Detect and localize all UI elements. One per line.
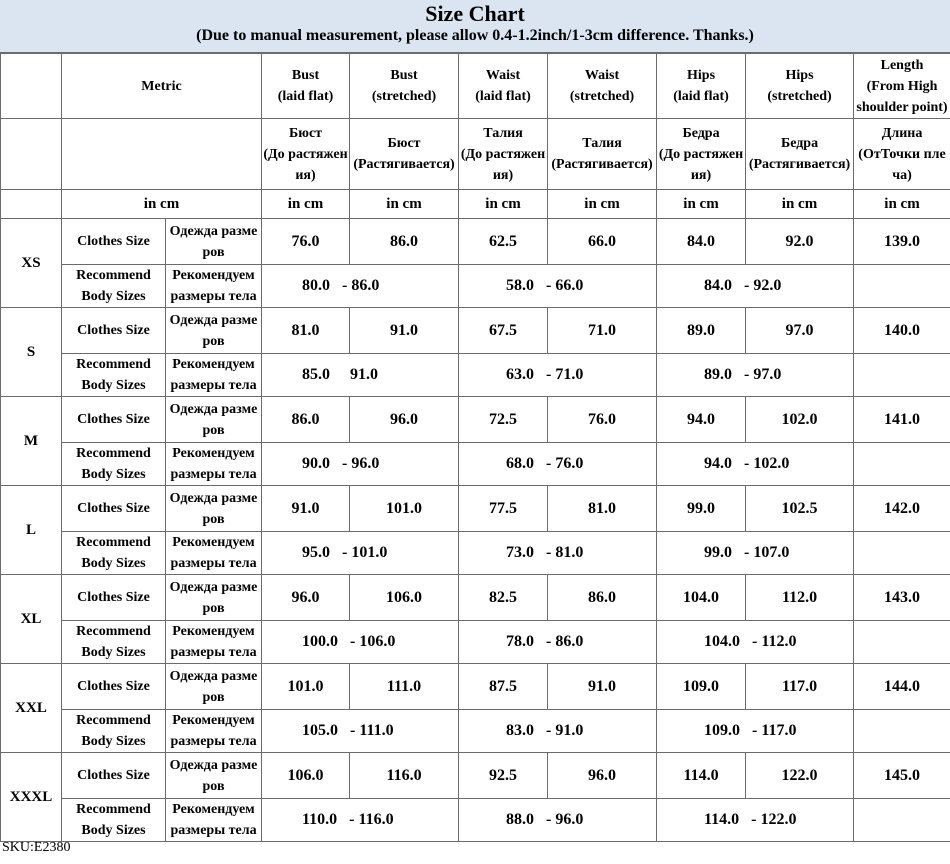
text-line: ров	[202, 511, 225, 527]
clothes-size-label-ru	[166, 753, 262, 799]
column-header-en	[350, 54, 459, 119]
unit-cell: in cm	[262, 190, 350, 219]
clothes-size-label-ru	[166, 486, 262, 532]
recommend-range-cell: 90.0 - 96.0	[262, 443, 459, 486]
text-line: ров	[202, 244, 225, 260]
text-line: Бюст	[387, 136, 421, 151]
measurement-cell: 81.0	[262, 308, 350, 354]
unit-row	[1, 190, 950, 219]
measurement-cell: 91.0	[350, 308, 459, 354]
measurement-cell: 62.5	[459, 219, 548, 265]
text-line: размеры тела	[170, 734, 257, 749]
recommend-range-cell: 68.0 - 76.0	[459, 443, 657, 486]
size-label: S	[1, 308, 62, 397]
measurement-cell: 139.0	[854, 219, 950, 265]
recommend-label	[62, 799, 166, 842]
measurement-cell: 71.0	[548, 308, 657, 354]
text-line: (laid flat)	[277, 89, 334, 104]
blank-corner-cell	[1, 190, 62, 219]
header-row-russian	[1, 119, 950, 190]
recommend-range-cell: 105.0 - 111.0	[262, 710, 459, 753]
recommend-label	[62, 443, 166, 486]
measurement-cell: 122.0	[746, 753, 854, 799]
measurement-cell: 91.0	[548, 664, 657, 710]
text-line: Length	[880, 57, 924, 73]
recommend-row	[1, 621, 950, 664]
unit-cell: in cm	[548, 190, 657, 219]
text-line: Рекомендуем	[172, 535, 255, 550]
recommend-range-cell: 89.0 - 97.0	[657, 354, 854, 397]
text-line: Одежда разме	[169, 757, 258, 773]
clothes-size-label: Clothes Size	[62, 308, 166, 354]
recommend-label	[62, 710, 166, 753]
text-line: Рекомендуем	[172, 802, 255, 817]
text-line: Hips	[785, 68, 814, 83]
recommend-range-cell: 94.0 - 102.0	[657, 443, 854, 486]
recommend-label-ru	[166, 532, 262, 575]
text-line: Одежда разме	[169, 579, 258, 595]
measurement-cell: 111.0	[350, 664, 459, 710]
recommend-label	[62, 265, 166, 308]
column-header-ru	[350, 119, 459, 190]
text-line: Waist	[584, 68, 620, 83]
size-chart-body	[1, 54, 950, 842]
text-line: (Растягивается)	[748, 157, 851, 172]
unit-cell: in cm	[746, 190, 854, 219]
measurement-cell: 145.0	[854, 753, 950, 799]
text-line: (stretched)	[371, 89, 437, 104]
text-line: ров	[202, 333, 225, 349]
column-header-en	[854, 54, 950, 119]
text-line: Body Sizes	[81, 734, 146, 749]
recommend-range-cell: 88.0 - 96.0	[459, 799, 657, 842]
blank-length-cell	[854, 443, 950, 486]
text-line: Рекомендуем	[172, 357, 255, 372]
recommend-row	[1, 443, 950, 486]
measurement-cell: 96.0	[262, 575, 350, 621]
text-line: shoulder point)	[856, 99, 948, 115]
measurement-cell: 142.0	[854, 486, 950, 532]
text-line: Рекомендуем	[172, 713, 255, 728]
column-header-en	[262, 54, 350, 119]
clothes-size-label: Clothes Size	[62, 575, 166, 621]
measurement-cell: 91.0	[262, 486, 350, 532]
text-line: Рекомендуем	[172, 268, 255, 283]
measurement-cell: 96.0	[350, 397, 459, 443]
clothes-size-label-ru	[166, 664, 262, 710]
measurement-cell: 109.0	[657, 664, 746, 710]
recommend-range-cell: 73.0 - 81.0	[459, 532, 657, 575]
measurement-cell: 72.5	[459, 397, 548, 443]
text-line: (laid flat)	[475, 89, 531, 104]
recommend-row	[1, 710, 950, 753]
column-header-ru	[459, 119, 548, 190]
measurement-cell: 66.0	[548, 219, 657, 265]
text-line: ров	[202, 778, 225, 794]
column-header-en	[548, 54, 657, 119]
column-header-ru	[548, 119, 657, 190]
text-line: Recommend	[76, 802, 151, 817]
size-label: XXXL	[1, 753, 62, 842]
measurement-cell: 86.0	[350, 219, 459, 265]
recommend-row	[1, 265, 950, 308]
column-header-en	[459, 54, 548, 119]
unit-cell: in cm	[657, 190, 746, 219]
recommend-label-ru	[166, 443, 262, 486]
clothes-size-row	[1, 219, 950, 265]
measurement-cell: 86.0	[548, 575, 657, 621]
text-line: размеры тела	[170, 645, 257, 660]
text-line: Bust	[390, 68, 418, 83]
measurement-cell: 76.0	[548, 397, 657, 443]
size-label: L	[1, 486, 62, 575]
text-line: ия)	[492, 167, 514, 183]
column-header-ru	[657, 119, 746, 190]
text-line: Рекомендуем	[172, 446, 255, 461]
recommend-range-cell: 99.0 - 107.0	[657, 532, 854, 575]
clothes-size-label: Clothes Size	[62, 397, 166, 443]
text-line: (До растяжен	[460, 146, 546, 162]
unit-cell: in cm	[459, 190, 548, 219]
unit-label: in cm	[62, 190, 262, 219]
recommend-range-cell: 80.0 - 86.0	[262, 265, 459, 308]
text-line: ия)	[690, 167, 712, 183]
clothes-size-label: Clothes Size	[62, 486, 166, 532]
blank-length-cell	[854, 265, 950, 308]
unit-cell: in cm	[350, 190, 459, 219]
measurement-cell: 106.0	[350, 575, 459, 621]
text-line: Одежда разме	[169, 401, 258, 417]
measurement-cell: 94.0	[657, 397, 746, 443]
measurement-cell: 89.0	[657, 308, 746, 354]
recommend-range-cell: 104.0 - 112.0	[657, 621, 854, 664]
text-line: ров	[202, 600, 225, 616]
recommend-row	[1, 799, 950, 842]
clothes-size-row	[1, 575, 950, 621]
clothes-size-label-ru	[166, 308, 262, 354]
measurement-cell: 101.0	[350, 486, 459, 532]
text-line: ров	[202, 422, 225, 438]
text-line: Талия	[582, 136, 622, 151]
measurement-cell: 99.0	[657, 486, 746, 532]
chart-subtitle: (Due to manual measurement, please allow 0.4-1.2inch/1-3cm difference. Thanks.)	[196, 27, 754, 44]
size-label: XL	[1, 575, 62, 664]
text-line: Одежда разме	[169, 312, 258, 328]
recommend-range-cell: 84.0 - 92.0	[657, 265, 854, 308]
header-row-english	[1, 54, 950, 119]
clothes-size-label-ru	[166, 575, 262, 621]
text-line: Bust	[291, 68, 320, 83]
text-line: Одежда разме	[169, 223, 258, 239]
chart-header	[0, 0, 950, 53]
clothes-size-row	[1, 397, 950, 443]
recommend-range-cell: 95.0 - 101.0	[262, 532, 459, 575]
blank-corner-cell	[1, 119, 62, 190]
measurement-cell: 143.0	[854, 575, 950, 621]
text-line: Body Sizes	[81, 823, 146, 838]
text-line: размеры тела	[170, 823, 257, 838]
text-line: Recommend	[76, 268, 151, 283]
measurement-cell: 86.0	[262, 397, 350, 443]
measurement-cell: 96.0	[548, 753, 657, 799]
blank-length-cell	[854, 799, 950, 842]
recommend-range-cell: 114.0 - 122.0	[657, 799, 854, 842]
recommend-label	[62, 354, 166, 397]
text-line: Recommend	[76, 446, 151, 461]
column-header-en	[657, 54, 746, 119]
text-line: Талия	[483, 125, 523, 141]
recommend-range-cell: 85.0 91.0	[262, 354, 459, 397]
measurement-cell: 92.5	[459, 753, 548, 799]
text-line: Recommend	[76, 535, 151, 550]
size-label: XXL	[1, 664, 62, 753]
text-line: Body Sizes	[81, 289, 146, 304]
measurement-cell: 141.0	[854, 397, 950, 443]
recommend-range-cell: 100.0 - 106.0	[262, 621, 459, 664]
text-line: размеры тела	[170, 467, 257, 482]
text-line: Recommend	[76, 624, 151, 639]
text-line: Waist	[485, 68, 521, 83]
measurement-cell: 92.0	[746, 219, 854, 265]
clothes-size-label-ru	[166, 219, 262, 265]
measurement-cell: 82.5	[459, 575, 548, 621]
text-line: (From High	[866, 78, 938, 94]
measurement-cell: 117.0	[746, 664, 854, 710]
clothes-size-row	[1, 753, 950, 799]
metric-header: Metric	[62, 54, 262, 119]
blank-label-cell	[62, 119, 262, 190]
text-line: Рекомендуем	[172, 624, 255, 639]
text-line: Recommend	[76, 713, 151, 728]
recommend-range-cell: 58.0 - 66.0	[459, 265, 657, 308]
text-line: (Растягивается)	[353, 157, 455, 172]
text-line: (stretched)	[569, 89, 635, 104]
blank-length-cell	[854, 532, 950, 575]
clothes-size-label: Clothes Size	[62, 219, 166, 265]
recommend-label-ru	[166, 354, 262, 397]
measurement-cell: 87.5	[459, 664, 548, 710]
measurement-cell: 106.0	[262, 753, 350, 799]
recommend-range-cell: 83.0 - 91.0	[459, 710, 657, 753]
text-line: Hips	[687, 68, 716, 83]
column-header-en	[746, 54, 854, 119]
text-line: Бедра	[780, 136, 819, 151]
text-line: размеры тела	[170, 556, 257, 571]
text-line: Одежда разме	[169, 668, 258, 684]
text-line: (stretched)	[767, 89, 832, 104]
clothes-size-row	[1, 308, 950, 354]
recommend-range-cell: 109.0 - 117.0	[657, 710, 854, 753]
text-line: Body Sizes	[81, 378, 146, 393]
text-line: Одежда разме	[169, 490, 258, 506]
text-line: Бедра	[682, 125, 720, 141]
measurement-cell: 81.0	[548, 486, 657, 532]
measurement-cell: 76.0	[262, 219, 350, 265]
measurement-cell: 97.0	[746, 308, 854, 354]
measurement-cell: 77.5	[459, 486, 548, 532]
measurement-cell: 67.5	[459, 308, 548, 354]
recommend-row	[1, 532, 950, 575]
clothes-size-label-ru	[166, 397, 262, 443]
measurement-cell: 84.0	[657, 219, 746, 265]
clothes-size-label: Clothes Size	[62, 753, 166, 799]
size-label: M	[1, 397, 62, 486]
measurement-cell: 116.0	[350, 753, 459, 799]
measurement-cell: 140.0	[854, 308, 950, 354]
text-line: ча)	[892, 167, 912, 183]
text-line: Бюст	[288, 125, 323, 141]
recommend-label-ru	[166, 710, 262, 753]
clothes-size-row	[1, 664, 950, 710]
measurement-cell: 114.0	[657, 753, 746, 799]
text-line: (Растягивается)	[551, 157, 653, 172]
text-line: ия)	[295, 167, 316, 183]
measurement-cell: 144.0	[854, 664, 950, 710]
recommend-range-cell: 110.0 - 116.0	[262, 799, 459, 842]
column-header-ru	[854, 119, 950, 190]
blank-length-cell	[854, 354, 950, 397]
column-header-ru	[746, 119, 854, 190]
text-line: Body Sizes	[81, 556, 146, 571]
measurement-cell: 112.0	[746, 575, 854, 621]
text-line: Body Sizes	[81, 467, 146, 482]
recommend-label	[62, 532, 166, 575]
text-line: (До растяжен	[263, 146, 348, 162]
chart-title: Size Chart	[425, 1, 525, 26]
clothes-size-row	[1, 486, 950, 532]
recommend-label	[62, 621, 166, 664]
text-line: размеры тела	[170, 378, 257, 393]
sku-label: SKU:E2380	[2, 840, 71, 855]
size-label: XS	[1, 219, 62, 308]
measurement-cell: 101.0	[262, 664, 350, 710]
clothes-size-label: Clothes Size	[62, 664, 166, 710]
recommend-label-ru	[166, 799, 262, 842]
text-line: (laid flat)	[673, 89, 729, 104]
measurement-cell: 104.0	[657, 575, 746, 621]
text-line: Body Sizes	[81, 645, 146, 660]
text-line: размеры тела	[170, 289, 257, 304]
unit-cell: in cm	[854, 190, 950, 219]
size-chart-table	[0, 53, 950, 842]
text-line: Recommend	[76, 357, 151, 372]
recommend-range-cell: 78.0 - 86.0	[459, 621, 657, 664]
text-line: ров	[202, 689, 225, 705]
recommend-range-cell: 63.0 - 71.0	[459, 354, 657, 397]
column-header-ru	[262, 119, 350, 190]
blank-length-cell	[854, 621, 950, 664]
blank-corner-cell	[1, 54, 62, 119]
recommend-label-ru	[166, 265, 262, 308]
measurement-cell: 102.0	[746, 397, 854, 443]
text-line: Длина	[881, 125, 923, 141]
measurement-cell: 102.5	[746, 486, 854, 532]
recommend-label-ru	[166, 621, 262, 664]
text-line: (ОтТочки пле	[858, 146, 946, 162]
blank-length-cell	[854, 710, 950, 753]
recommend-row	[1, 354, 950, 397]
text-line: (До растяжен	[658, 146, 744, 162]
